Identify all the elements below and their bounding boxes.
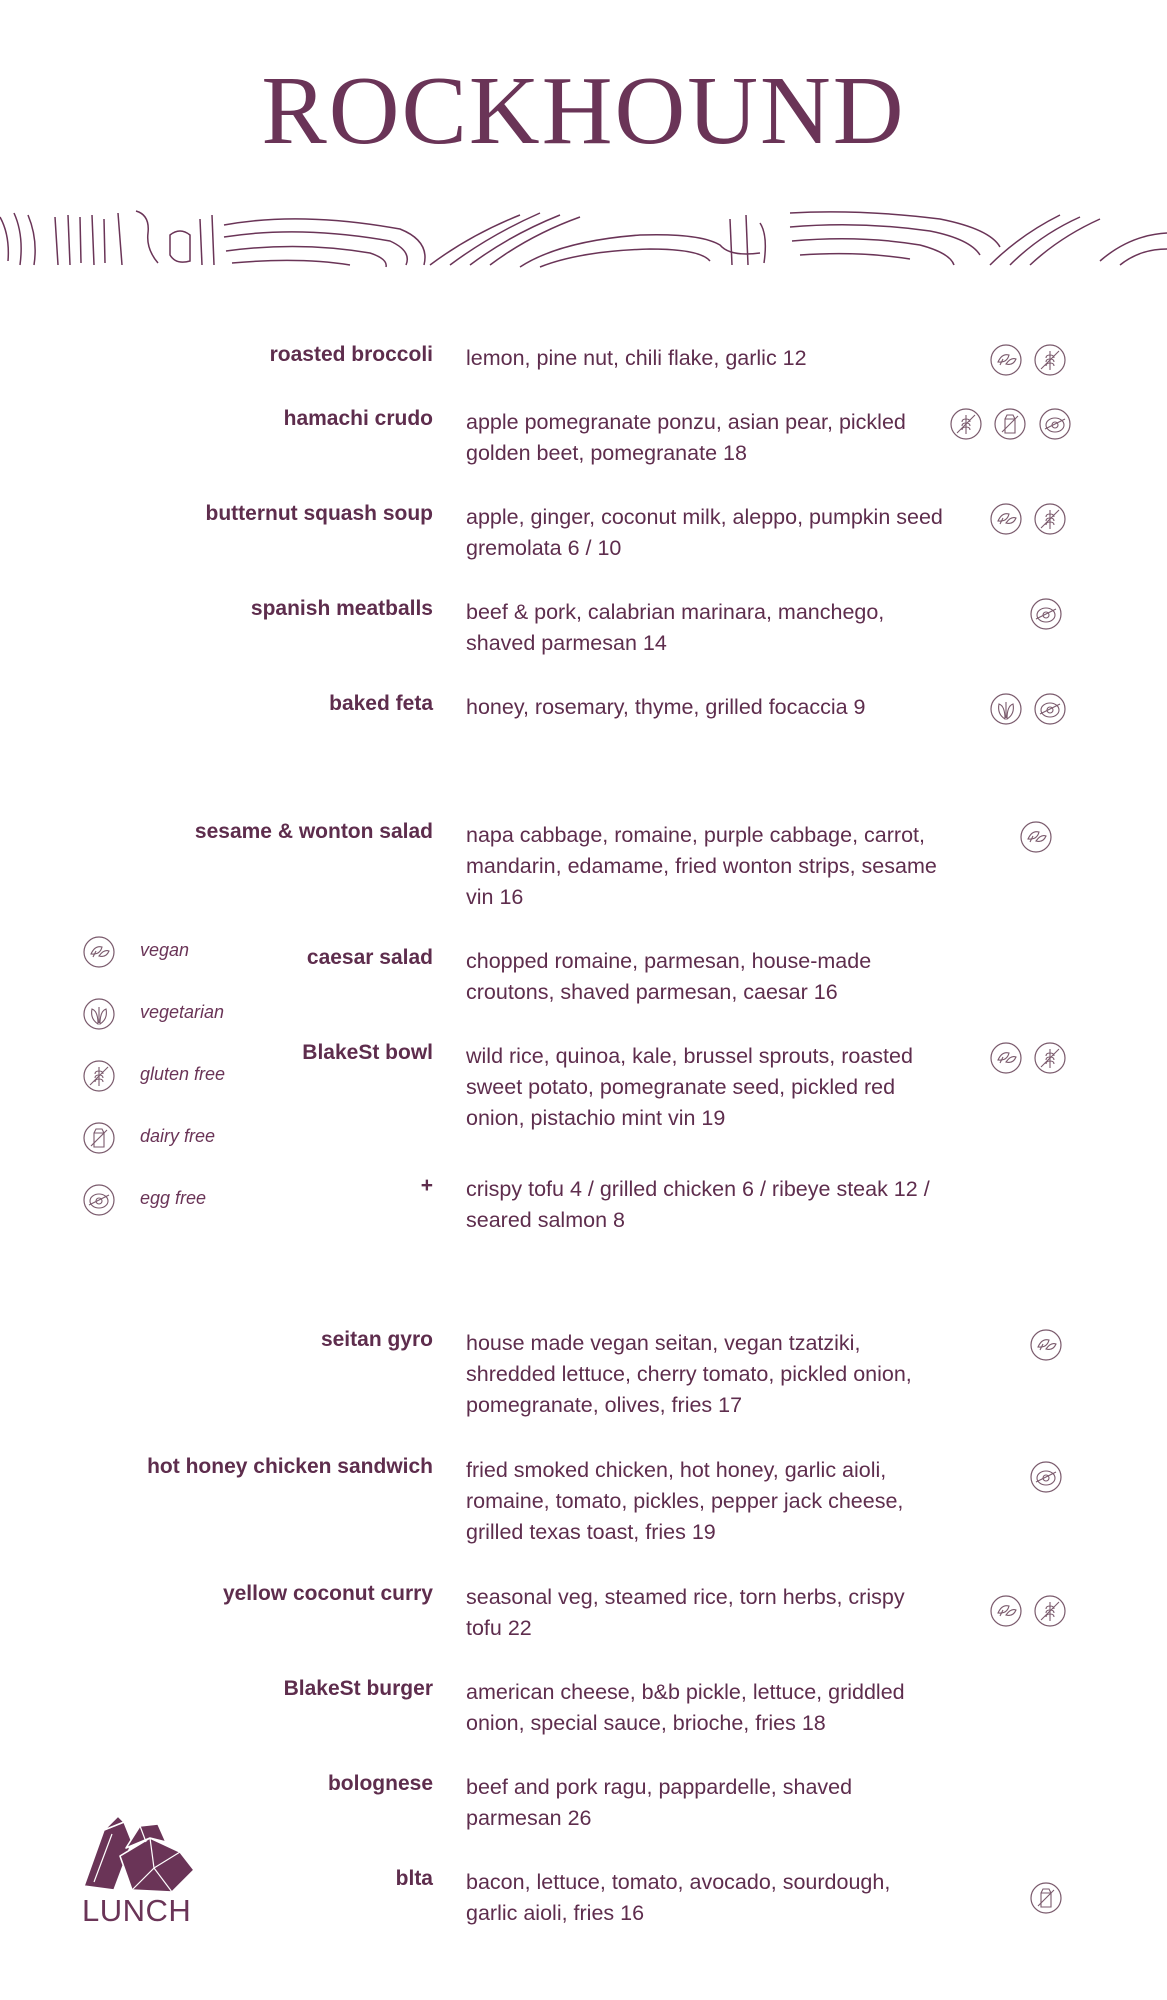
diet-icons [983,692,1067,726]
diet-icons [943,407,1072,441]
crystal-logo-icon [80,1812,198,1894]
item-name: roasted broccoli [269,343,433,366]
legend-entry-vegan [82,935,190,969]
diet-icons [1023,1881,1063,1915]
legend-entry-vegetarian [82,997,225,1031]
item-name: bolognese [327,1772,433,1795]
vegetarian-icon [82,997,116,1031]
diet-icons [1013,820,1053,854]
item-name: blta [395,1867,433,1890]
item-description: lemon, pine nut, chili flake, garlic 12 [466,346,807,370]
item-description: wild rice, quinoa, kale, brussel sprouts, roasted sweet potato, pomegranate seed, pickled red onion, pistachio mint vin 19 [466,1044,913,1130]
restaurant-title: ROCKHOUND [261,57,906,165]
item-description: napa cabbage, romaine, purple cabbage, carrot, mandarin, edamame, fried wonton strips, sesame vin 16 [466,823,937,909]
item-description: american cheese, b&b pickle, lettuce, griddled onion, special sauce, brioche, fries 18 [466,1680,905,1735]
vegan-icon [1029,1328,1063,1362]
section-label: LUNCH [82,1893,192,1928]
egg-free-icon [1038,407,1072,441]
legend-label: gluten free [140,1064,226,1084]
legend-entry-dairy-free [82,1121,216,1155]
legend-entry-egg-free [82,1183,207,1217]
item-name: BlakeSt burger [283,1677,433,1700]
item-name: butternut squash soup [205,502,433,525]
legend-label: vegetarian [140,1002,225,1022]
egg-free-icon [82,1183,116,1217]
diet-icons [1023,1328,1063,1362]
item-name: BlakeSt bowl [302,1041,433,1064]
item-description: house made vegan seitan, vegan tzatziki, shredded lettuce, cherry tomato, pickled onion, pomegranate, olives, fries 17 [466,1331,912,1417]
vegan-icon [82,935,116,969]
item-description: bacon, lettuce, tomato, avocado, sourdough, garlic aioli, fries 16 [466,1870,891,1925]
diet-icons [1023,597,1063,631]
legend-label: vegan [140,940,190,960]
diet-icons [983,1041,1067,1075]
vegan-icon [989,343,1023,377]
legend-label: egg free [140,1188,207,1208]
item-description: beef & pork, calabrian marinara, manchego, shaved parmesan 14 [466,600,885,655]
gluten-free-icon [1033,1041,1067,1075]
legend-entry-gluten-free [82,1059,226,1093]
dairy-free-icon [993,407,1027,441]
dairy-free-icon [82,1121,116,1155]
legend-label: dairy free [140,1126,216,1146]
item-description: honey, rosemary, thyme, grilled focaccia 9 [466,695,866,719]
diet-icons [983,1594,1067,1628]
item-description: crispy tofu 4 / grilled chicken 6 / ribeye steak 12 / seared salmon 8 [466,1177,930,1232]
item-name: baked feta [329,692,433,715]
vegetarian-icon [989,692,1023,726]
diet-icons [983,343,1067,377]
egg-free-icon [1029,597,1063,631]
dairy-free-icon [1029,1881,1063,1915]
item-description: fried smoked chicken, hot honey, garlic aioli, romaine, tomato, pickles, pepper jack cheese, grilled texas toast, fries 19 [466,1458,904,1544]
item-name: sesame & wonton salad [194,820,433,843]
item-name: seitan gyro [320,1328,433,1351]
item-description: apple pomegranate ponzu, asian pear, pickled golden beet, pomegranate 18 [466,410,906,465]
add-on-plus: + [420,1174,433,1197]
vegan-icon [989,1041,1023,1075]
diet-icons [1023,1460,1063,1494]
item-name: caesar salad [306,946,433,969]
egg-free-icon [1033,692,1067,726]
vegan-icon [1019,820,1053,854]
gluten-free-icon [1033,502,1067,536]
item-name: hamachi crudo [283,407,433,430]
diet-icons [983,502,1067,536]
item-description: apple, ginger, coconut milk, aleppo, pumpkin seed gremolata 6 / 10 [466,505,943,560]
item-name: spanish meatballs [250,597,433,620]
gluten-free-icon [82,1059,116,1093]
egg-free-icon [1029,1460,1063,1494]
item-description: seasonal veg, steamed rice, torn herbs, crispy tofu 22 [466,1585,905,1640]
topographic-band [0,205,1167,269]
gluten-free-icon [949,407,983,441]
gluten-free-icon [1033,1594,1067,1628]
item-name: yellow coconut curry [222,1582,433,1605]
vegan-icon [989,1594,1023,1628]
vegan-icon [989,502,1023,536]
gluten-free-icon [1033,343,1067,377]
item-description: beef and pork ragu, pappardelle, shaved parmesan 26 [466,1775,853,1830]
item-name: hot honey chicken sandwich [147,1455,433,1478]
item-description: chopped romaine, parmesan, house-made croutons, shaved parmesan, caesar 16 [466,949,872,1004]
